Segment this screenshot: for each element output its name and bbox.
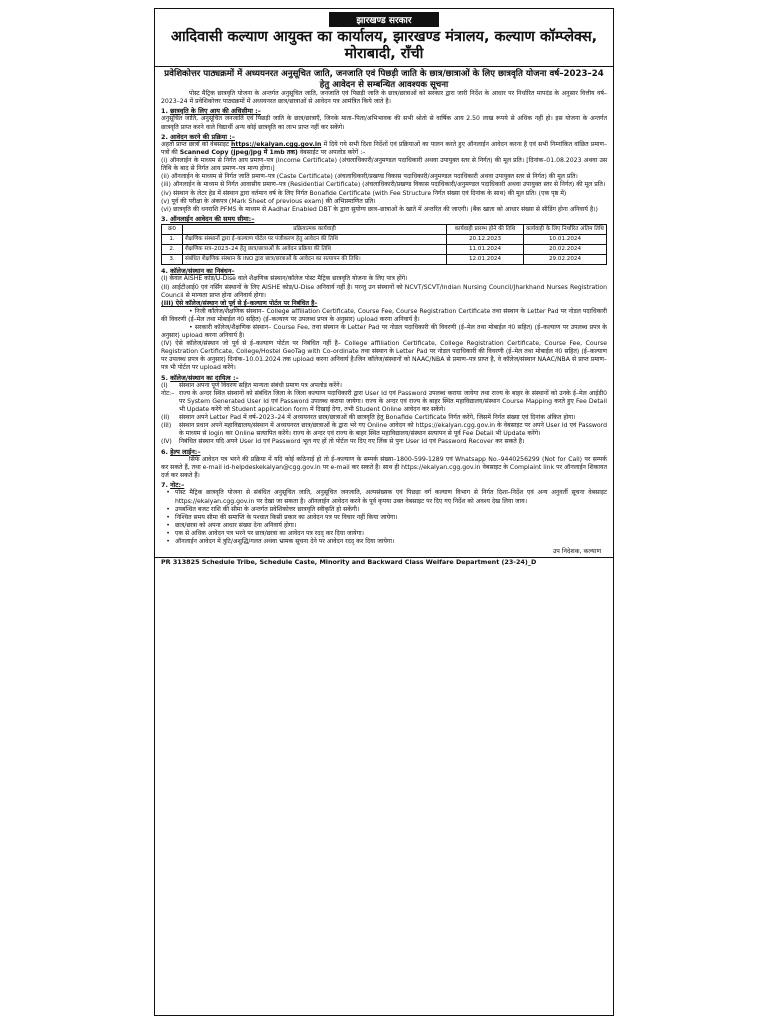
note-item: • छात्र/छात्रा को अपना आधार संख्या देना अनिवार्य होगा। — [161, 522, 607, 530]
note-item: • निश्चित समय सीमा की समाप्ति के पश्चात किसी प्रकार का आवेदन पत्र पर विचार नहीं किया जायेगा। — [161, 514, 607, 522]
responsibility-item: (IV) निबंधित संस्थान यदि अपने User Id एवं Password भूल गए हों तो पोर्टल पर दिए गए लिंक से पुनः User Id एवं Password Recover कर सकते है। — [161, 438, 607, 446]
responsibility-item: (II) संस्थान अपने Letter Pad में वर्ष–2023–24 में अध्ययनरत छात्र/छात्राओं की छात्रवृति हेतु Bonafide Certificate निर्गत करेंगे, जिसमें निर्गत संख्या एवं दिनांक अंकित होगा। — [161, 414, 607, 422]
pr-reference-line: PR 313825 Schedule Tribe, Schedule Caste, Minority and Backward Class Welfare Department (23-24)_D — [155, 557, 613, 567]
table-header-cell: क्र0 — [162, 225, 183, 235]
section-2-heading — [161, 133, 607, 141]
section-number: 6. — [161, 447, 168, 456]
responsibility-note: नोट:– राज्य के अन्दर स्थित संस्थानों को संबंधित जिला के जिला कल्याण पदाधिकारी द्वारा User Id एवं Password उपलब्ध कराया जायेगा तथा राज्य के बाहर के संस्थानों को उनके ई–मेल आईडी0 पर System Generated User Id एवं Password उपलब्ध कराया जायेगा। राज्य के अन्दर एवं राज्य के बाहर स्थित महाविद्यालय/संस्थान Course Mapping करते हुए Fee Detail भी Update करेंगे जो Student application form में दिखाई देगा, तभी Student Online आवेदन कर सकेंगे। — [161, 389, 607, 414]
section-title: छात्रवृति के लिए आय की अधिसीमा :– — [170, 107, 261, 116]
row-start-date: 20.12.2023 — [447, 235, 524, 245]
note-item: • उपबन्धित बजट राशि की सीमा के अन्तर्गत प्रवेशिकोत्तर छात्रवृति स्वीकृति हो सकेंगी। — [161, 506, 607, 514]
registration-clause-title: (III) ऐसे कॉलेज/संस्थान जो पूर्व से ई–कल्याण पोर्टल पर निबंधित है– — [161, 299, 318, 307]
note-item: • एक से अधिक आवेदन पत्र भरने पर छात्र/छात्रा का आवेदन पत्र रदद् कर दिया जायेगा। — [161, 530, 607, 538]
table-header-row — [162, 225, 607, 235]
note-item: • पोस्ट मैट्रिक छात्रवृति योजना से संबंधित अनुसूचित जाति, अनुसूचित जनजाति, अल्पसंख्यक एवं पिछड़ा वर्ग कल्याण विभाग से निर्गत दिशा–निर्देश एवं अन्य अनुवर्ती सूचना वेबसाइट https://ekalyan.cgg.gov.in पर देखा जा सकता है। ऑनलाईन आवेदन करने के पूर्व कृपया उक्त वेबसाइट पर दिए गए निर्देश को अवश्य देख लिया जाय। — [166, 489, 607, 505]
responsibility-text: संस्थान प्रधान अपने महाविद्यालय/संस्थान में अध्ययनरत छात्र/छात्राओं के द्वारा भरे गए Online आवेदन को https://ekalyan.cgg.gov.in के वेबसाइट पर अपने User Id एवं Password के माध्यम से login कर Online सत्यापित करेंगे। राज्य के अन्दर एवं राज्य के बाहर स्थित महाविद्यालय/संस्थान सत्यापन से पूर्व Fee Detail भी Update करेंगे। — [179, 422, 607, 438]
responsibility-text: राज्य के अन्दर स्थित संस्थानों को संबंधित जिला के जिला कल्याण पदाधिकारी द्वारा User Id एवं Password उपलब्ध कराया जायेगा तथा राज्य के बाहर के संस्थानों को उनके ई–मेल आईडी0 पर System Generated User Id एवं Password उपलब्ध कराया जायेगा। राज्य के अन्दर एवं राज्य के बाहर स्थित महाविद्यालय/संस्थान Course Mapping करते हुए Fee Detail भी Update करेंगे जो Student application form में दिखाई देगा, तभी Student Online आवेदन कर सकेंगे। — [179, 389, 607, 414]
schedule-table — [161, 224, 607, 265]
section-number: 3. — [161, 214, 168, 223]
row-serial: 2. — [162, 245, 183, 255]
section-title: नोट:– — [170, 481, 185, 490]
row-serial: 1. — [162, 235, 183, 245]
section-title: आवेदन करने की प्रक्रिया :– — [170, 132, 235, 141]
row-end-date: 29.02.2024 — [524, 255, 607, 265]
registration-clause: (IV) ऐसे कॉलेज/संस्थान जो पूर्व से ई–कल्याण पोर्टल पर निबंधित नहीं है– College affiliation Certificate, College Registration Certificate, Course Fee, Course Registration Certificate, College/Hostel GeoTag with Co-ordinate तथा संस्थान के Letter Pad पर नोडल पदाधिकारी की विवरणी (ई–मेल तथा मोबाईल नं0 सहित) (ई–कल्याण पर उपलब्ध प्रपत्र के अनुसार) दिनांक–10.01.2024 तक upload करना अनिवार्य है।जिन कॉलेज/संस्थानों को NAAC/NBA से प्रमाण–पत्र प्राप्त है, वे कॉलेज/संस्थान NAAC/NBA से प्राप्त प्रमाण–पत्र भी पोर्टल पर upload करेंगे। — [161, 340, 607, 372]
section-title: हेल्प लाईन:– — [170, 447, 201, 456]
required-document-item: (i) ऑनलाईन के माध्यम से निर्गत आय प्रमाण–पत्र (Income Certificate) (अंचलाधिकारी/अनुमण्डल पदाधिकारी अथवा उपायुक्त स्तर से निर्गत) की मूल प्रति। [दिनांक–01.08.2023 अथवा उस तिथि के बाद से निर्गत आय प्रमाण–पत्र मान्य होगा।] — [161, 157, 607, 173]
income-limit-text: अनुसूचित जाति, अनुसूचित जनजाति एवं पिछड़ी जाति के छात्र/छात्राएँ, जिनके माता–पिता/अभिभावक की सभी श्रोतो से वार्षिक आय 2.50 लाख रूपये से अधिक नहीं हो। इस योजना के अन्तर्गत छात्रवृति प्राप्त करने वाले विद्यार्थी अन्य कोई छात्रवृति का लाभ प्राप्त नहीं कर सकेंगे। — [161, 115, 607, 131]
private-college-requirement: • निजी कॉलेज/शैक्षणिक संस्थान– College affiliation Certificate, Course Fee, Course Registration Certificate तथा संस्थान के Letter Pad पर नोडल पदाधिकारी की विवरणी (ई–मेल तथा मोबाईल नं0 सहित) (ई–कल्याण पर उपलब्ध प्रपत्र के अनुसार) upload करना अनिवार्य है। — [161, 307, 607, 323]
note-text: उपबन्धित बजट राशि की सीमा के अन्तर्गत प्रवेशिकोत्तर छात्रवृति स्वीकृति हो सकेंगी। — [175, 505, 360, 513]
row-activity: संबंधित शैक्षणिक संस्थान के INO द्वारा छात्र/छात्राओं के आवेदन का सत्यापन की तिथि। — [183, 255, 447, 265]
row-start-date: 11.01.2024 — [447, 245, 524, 255]
signatory-designation: उप निदेशक, कल्याण — [552, 548, 601, 556]
required-document-item: (ii) ऑनलाईन के माध्यम से निर्गत जाति प्रमाण–पत्र (Caste Certificate) (अंचलाधिकारी/प्रखण्ड विकास पदाधिकारी/अनुमण्डल पदाधिकारी अथवा उपायुक्त स्तर से निर्गत) की मूल प्रति। — [161, 173, 578, 181]
row-activity: शैक्षणिक संस्थानों द्वारा ई–कल्याण पोर्टल पर पंजीकरण हेतु आवेदन की तिथि — [183, 235, 447, 245]
section-number: 7. — [161, 481, 168, 490]
note-text: ऑनलाईन आवेदन में त्रुटि/अशुद्धि/गलत अथवा भ्रामक सूचना देने पर आवेदन रदद् कर दिया जायेगा। — [175, 538, 395, 546]
note-text: छात्र/छात्रा को अपना आधार संख्या देना अनिवार्य होगा। — [175, 521, 297, 529]
lead-text: वेबसाईट पर अपलोड करेगें :– — [297, 149, 366, 157]
table-header-cell: प्रक्रियात्मक कार्यवाही — [183, 225, 447, 235]
section-title: ऑनलाईन आवेदन की समय सीमा:– — [170, 214, 255, 223]
responsibility-text: निबंधित संस्थान यदि अपने User Id एवं Password भूल गए हों तो पोर्टल पर दिए गए लिंक से पुनः User Id एवं Password Recover कर सकते है। — [179, 438, 525, 446]
responsibility-text: संस्थान अपने Letter Pad में वर्ष–2023–24 में अध्ययनरत छात्र/छात्राओं की छात्रवृति हेतु Bonafide Certificate निर्गत करेंगे, जिसमें निर्गत संख्या एवं दिनांक अंकित होगा। — [179, 414, 576, 422]
notice-subject: प्रवेशिकोत्तर पाठ्यक्रमों में अध्ययनरत अनुसूचित जाति, जनजाति एवं पिछड़ी जाति के छात्र/छात्राओं के लिए छात्रवृति योजना वर्ष–2023–24 हेतु आवेदन से सम्बन्धित आवश्यक सूचना — [164, 69, 604, 90]
note-text: एक से अधिक आवेदन पत्र भरने पर छात्र/छात्रा का आवेदन पत्र रदद् कर दिया जायेगा। — [175, 529, 364, 537]
responsibility-item: (I) संस्थान अपना पूर्ण विवरण सहित मान्यता संबंधी प्रमाण पत्र अपलोड करेंगे। — [161, 382, 607, 390]
table-header-cell: कार्यवाही के लिए निर्धारित अंतिम तिथि — [524, 225, 607, 235]
row-start-date: 12.01.2024 — [447, 255, 524, 265]
note-text: पोस्ट मैट्रिक छात्रवृति योजना से संबंधित अनुसूचित जाति, अनुसूचित जनजाति, अल्पसंख्यक एवं पिछड़ा वर्ग कल्याण विभाग से निर्गत दिशा–निर्देश एवं अन्य अनुवर्ती सूचना वेबसाइट https://ekalyan.cgg.gov.in पर देखा जा सकता है। ऑनलाईन आवेदन करने के पूर्व कृपया उक्त वेबसाइट पर दिए गए निर्देश को अवश्य देख लिया जाय। — [175, 489, 607, 505]
required-document-item: (v) पूर्व की परीक्षा के अंकपत्र (Mark Sheet of previous exam) की अभिप्रमाणित प्रति। — [161, 197, 376, 205]
intro-paragraph: पोस्ट मैट्रिक छात्रवृति योजना के अन्तर्गत अनुसूचित जाति, जनजाति एवं पिछड़ी जाति के छात्र/छात्राओं को सरकार द्वारा जारी निर्देश के आधार पर निर्धारित मापदंड के अनुसार वित्तीय वर्ष–2023–24 में प्रवेशिकोत्तर पाठ्यक्रमों में अध्ययनरत छात्र/छात्राओं से आवेदन पत्र आमंत्रित किये जाते है। — [161, 90, 607, 106]
lead-text: अहर्ता प्राप्त छात्रों को वेबसाइट — [161, 140, 232, 148]
responsibility-item: (III) संस्थान प्रधान अपने महाविद्यालय/संस्थान में अध्ययनरत छात्र/छात्राओं के द्वारा भरे गए Online आवेदन को https://ekalyan.cgg.gov.in के वेबसाइट पर अपने User Id एवं Password के माध्यम से login कर Online सत्यापित करेंगे। राज्य के अन्दर एवं राज्य के बाहर स्थित महाविद्यालय/संस्थान सत्यापन से पूर्व Fee Detail भी Update करेंगे। — [161, 422, 607, 438]
application-process-lead — [161, 141, 607, 157]
section-title: कॉलेज/संस्थान का निबंधन– — [170, 267, 235, 276]
government-college-requirement: • सरकारी कॉलेज/शैक्षणिक संस्थान– Course Fee, तथा संस्थान के Letter Pad पर नोडल पदाधिकारी की विवरणी (ई–मेल तथा मोबाईल नं0 सहित) (ई–कल्याण पर उपलब्ध प्रपत्र के अनुसार) upload करना अनिवार्य है। — [161, 323, 607, 340]
required-document-item: (iv) संस्थान के लेटर हेड में संस्थान द्वारा वर्तमान वर्ष के लिए निर्गत Bonafide Certificate (with Fee Structure निर्गत संख्या एवं दिनांक के साथ) की मूल प्रति। (एक पृष्ठ में) — [161, 189, 567, 197]
ekalyan-link[interactable]: https://ekalyan.cgg.gov.in — [231, 140, 322, 148]
responsibility-text: संस्थान अपना पूर्ण विवरण सहित मान्यता संबंधी प्रमाण पत्र अपलोड करेंगे। — [179, 381, 342, 389]
table-row — [162, 255, 607, 265]
lead-text: में दिये गये सभी दिशा निर्देशों एवं प्रक्रियाओं का पालन करते हुए ऑनलाईन आवेदन करना है एवं सभी निम्नांकित वांछित प्रमाण–पत्रों की — [161, 140, 608, 157]
note-text: निश्चित समय सीमा की समाप्ति के पश्चात किसी प्रकार का आवेदन पत्र पर विचार नहीं किया जायेगा। — [175, 513, 398, 521]
registration-clause: (I) केवल AISHE कोड/U-Dise वाले शैक्षणिक संस्थान/कॉलेज पोस्ट मैट्रिक छात्रवृति योजना के लिए पात्र होंगे। — [161, 275, 408, 283]
section-3-heading — [161, 215, 607, 223]
helpline-text: सिर्फ आवेदन पत्र भरने की प्रक्रिया में यदि कोई कठिनाई हो तो ई–कल्याण के सम्पर्क संख्या–1800-599-1289 एवं Whatsapp No.-9440256299 (Not for Call) पर सम्पर्क कर सकते हैं, तथा e-mail id-helpdeskekalyan@cgg.gov.in पर e-mail कर सकते हैं। साथ ही https://ekalyan.cgg.gov.in वेबसाइट के Complaint link पर ऑनलाईन शिकायत दर्ज कर सकते हैं। — [161, 455, 607, 480]
table-header-cell: कार्यवाही प्रारम्भ होने की तिथि — [447, 225, 524, 235]
section-title: कॉलेज/संस्थान का दायित्व :– — [170, 373, 239, 382]
table-row — [162, 235, 607, 245]
section-number: 5. — [161, 373, 168, 382]
government-heading: झारखण्ड सरकार — [329, 12, 439, 27]
note-item: • ऑनलाईन आवेदन में त्रुटि/अशुद्धि/गलत अथवा भ्रामक सूचना देने पर आवेदन रदद् कर दिया जायेगा। — [161, 538, 607, 546]
section-5-heading — [161, 374, 607, 382]
registration-clause: (II) आईटीआई0 एवं नर्सिंग संस्थानों के लिए AISHE कोड/U-Dise अनिवार्य नहीं है। परन्तु उन संस्थानों को NCVT/SCVT/Indian Nursing Council/Jharkhand Nurses Registration Council से मान्यता प्राप्त होना अनिवार्य होगा। — [161, 283, 607, 299]
required-document-item: (iii) ऑनलाईन के माध्यम से निर्गत आवासीय प्रमाण–पत्र (Residential Certificate) (अंचलाधिकारी/प्रखण्ड विकास पदाधिकारी/अनुमण्डल पदाधिकारी अथवा उपायुक्त स्तर से निर्गत) की मूल प्रति। — [161, 181, 606, 189]
notice-document — [154, 8, 614, 1016]
row-end-date: 20.02.2024 — [524, 245, 607, 255]
section-6-heading — [161, 448, 607, 456]
office-title: आदिवासी कल्याण आयुक्त का कार्यालय, झारखण्ड मंत्रालय, कल्याण कॉम्प्लेक्स, मोराबादी, राँची — [170, 29, 598, 62]
section-number: 1. — [161, 107, 168, 116]
scan-requirement: Scanned Copy (jpeg/jpg में 1mb तक) — [179, 149, 298, 157]
row-serial: 3. — [162, 255, 183, 265]
row-activity: शैक्षणिक सत्र–2023–24 हेतु छात्र/छात्राओं के आवेदन प्रक्रिया की तिथि — [183, 245, 447, 255]
required-document-item: (vi) छात्रवृति की धनराशि PFMS के माध्यम से Aadhar Enabled DBT के द्वारा सुयोग्य छात्र–छात्राओं के खाते में अन्तरित की जाएगी। (बैंक खाता को आधार संख्या से सीडिंग होना अनिवार्य है।) — [161, 205, 598, 213]
section-number: 4. — [161, 267, 168, 276]
table-row — [162, 245, 607, 255]
row-end-date: 10.01.2024 — [524, 235, 607, 245]
header-divider — [155, 66, 613, 67]
section-number: 2. — [161, 132, 168, 141]
